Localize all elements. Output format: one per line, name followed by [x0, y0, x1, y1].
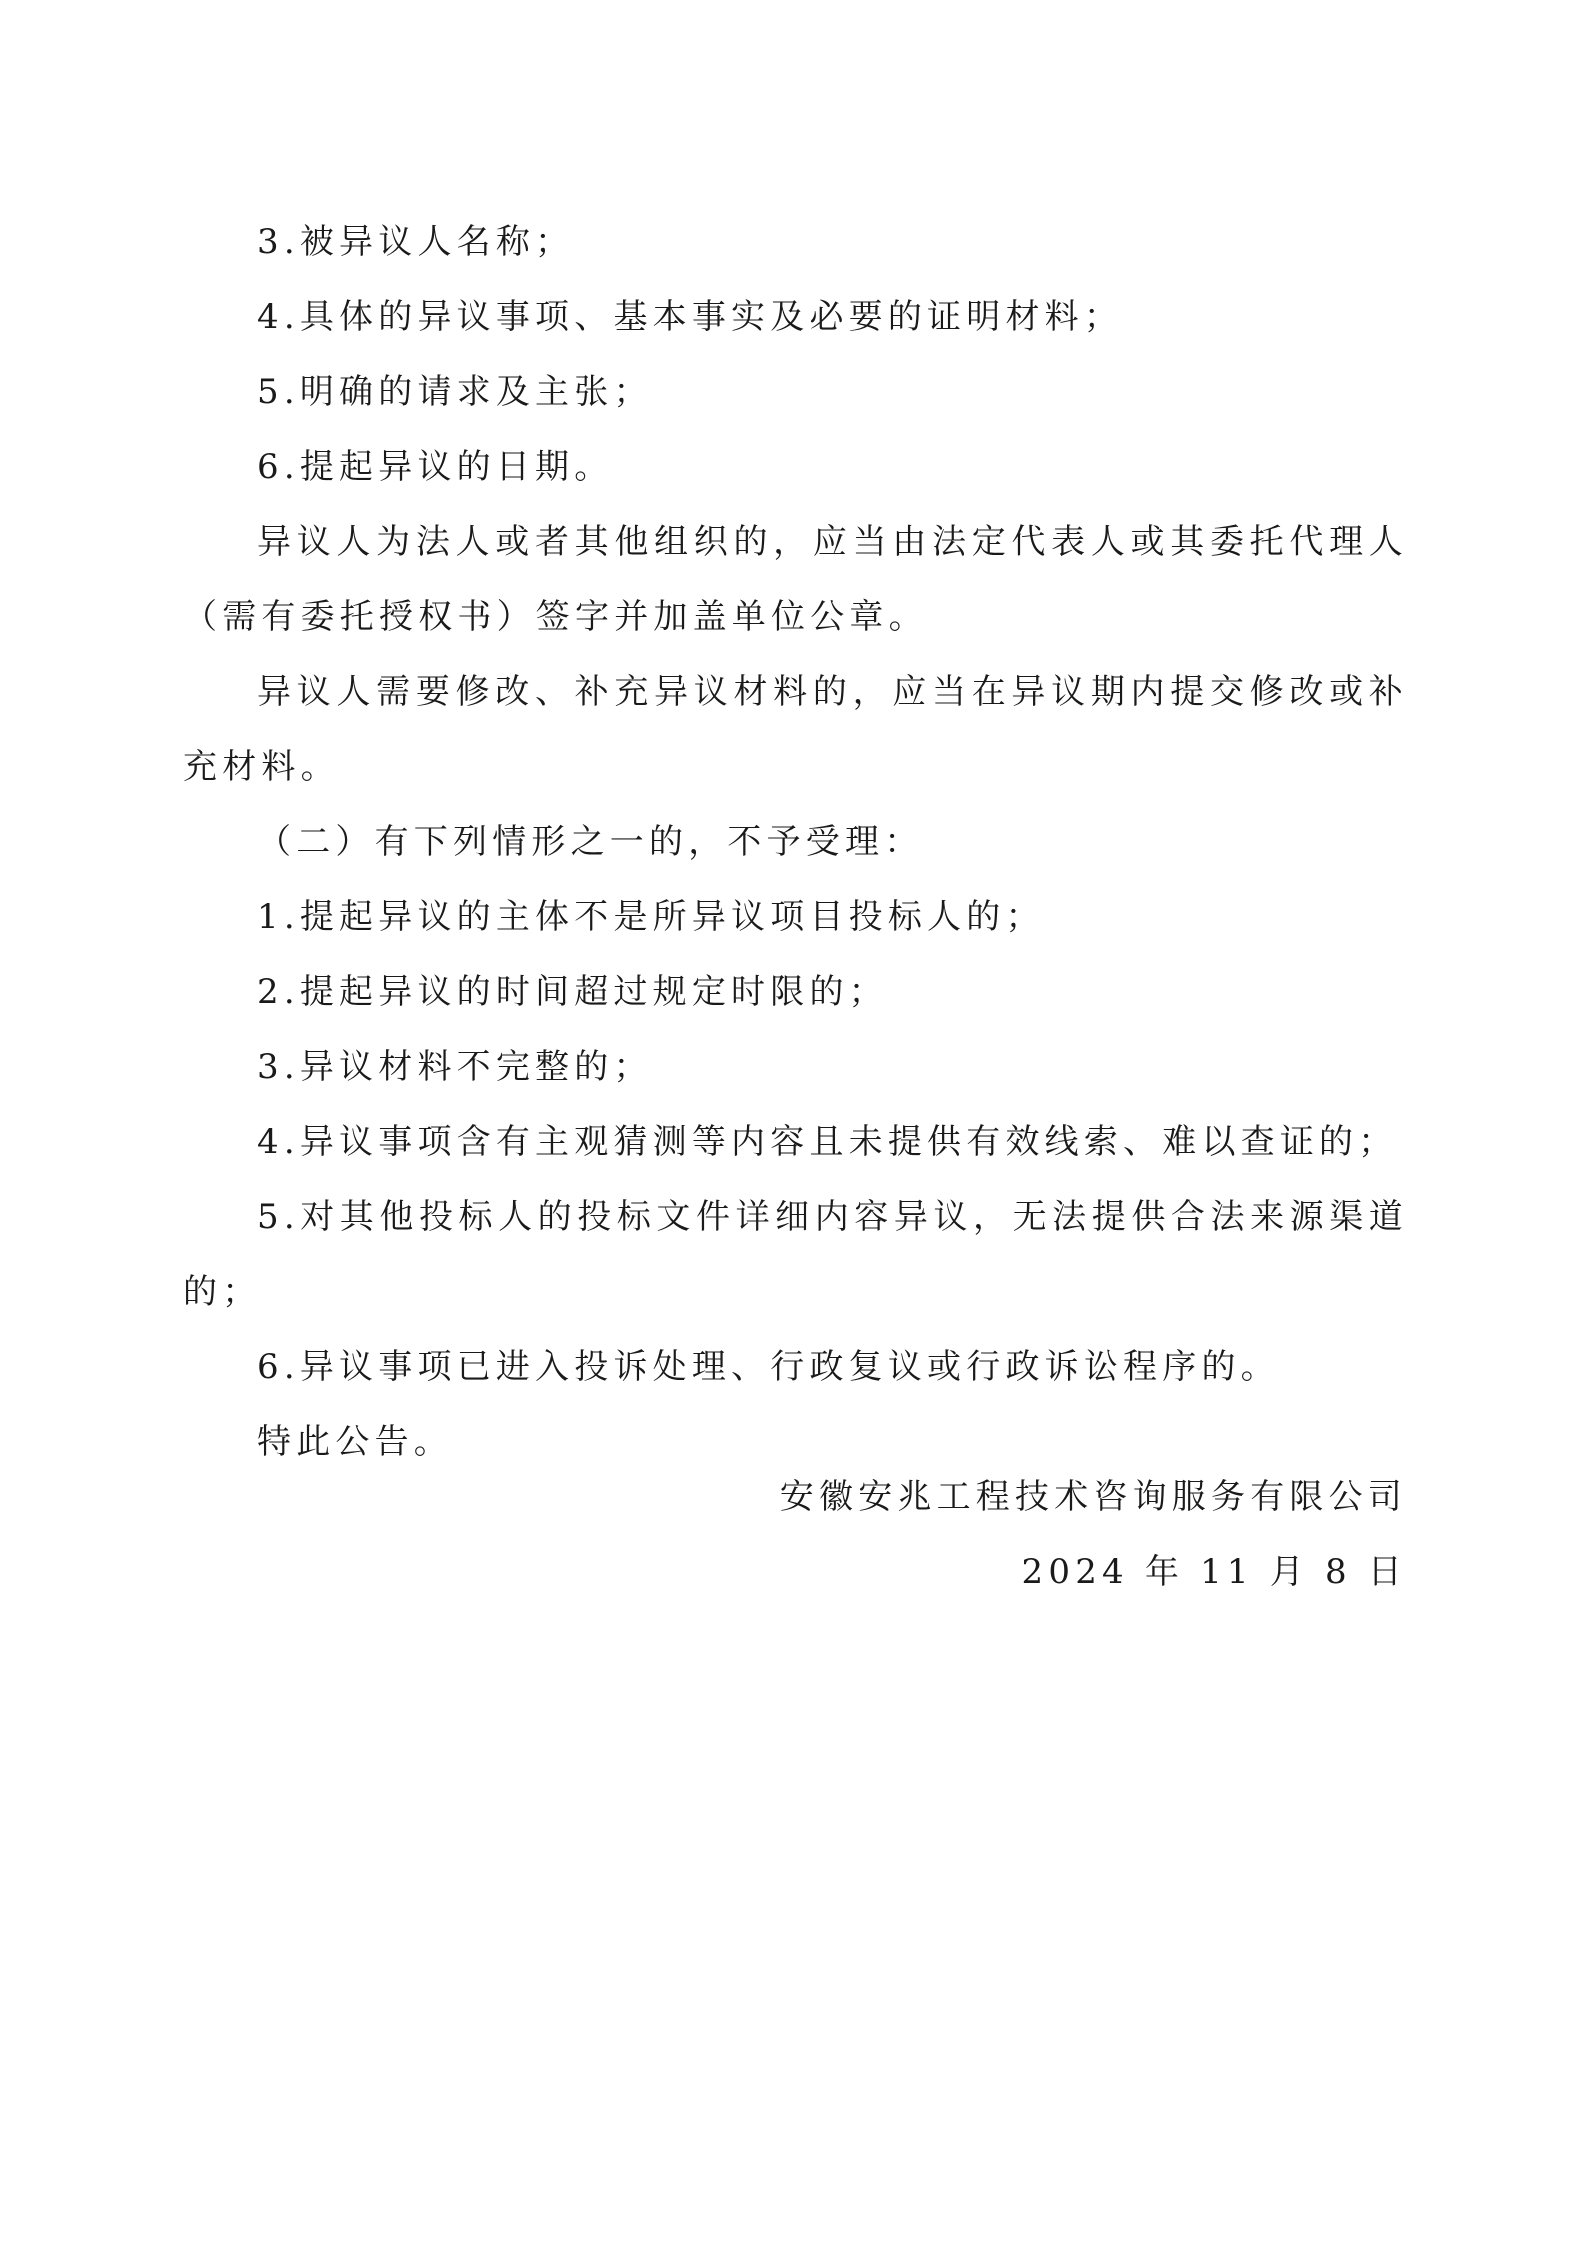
list-item-in-litigation: 6.异议事项已进入投诉处理、行政复议或行政诉讼程序的。: [257, 1347, 1280, 1387]
paragraph-supplement-materials: 异议人需要修改、补充异议材料的，应当在异议期内提交修改或补充材料。: [183, 672, 1408, 787]
company-name: 安徽安兆工程技术咨询服务有限公司: [779, 1477, 1407, 1517]
signature-block: [780, 1460, 1407, 1610]
list-item-bidder-name: 3.被异议人名称；: [257, 222, 575, 262]
list-item-overdue: 2.提起异议的时间超过规定时限的；: [257, 972, 888, 1012]
issue-date: 2024 年 11 月 8 日: [1021, 1552, 1407, 1592]
paragraph-legal-entity-signature: 异议人为法人或者其他组织的，应当由法定代表人或其委托代理人（需有委托授权书）签字并加盖单位公章。: [183, 522, 1408, 637]
list-item-date: 6.提起异议的日期。: [257, 447, 614, 487]
announcement-body: [183, 205, 1408, 1480]
list-item-request: 5.明确的请求及主张；: [257, 372, 653, 412]
list-item-not-bidder: 1.提起异议的主体不是所异议项目投标人的；: [257, 897, 1045, 937]
list-item-incomplete: 3.异议材料不完整的；: [257, 1047, 653, 1087]
list-item-objection-details: 4.具体的异议事项、基本事实及必要的证明材料；: [257, 297, 1124, 337]
section-heading-not-accepted: （二）有下列情形之一的，不予受理：: [257, 822, 924, 862]
closing-statement: 特此公告。: [257, 1422, 453, 1462]
list-item-speculation: 4.异议事项含有主观猜测等内容且未提供有效线索、难以查证的；: [257, 1122, 1398, 1162]
list-item-no-legal-source: 5.对其他投标人的投标文件详细内容异议，无法提供合法来源渠道的；: [183, 1197, 1408, 1312]
